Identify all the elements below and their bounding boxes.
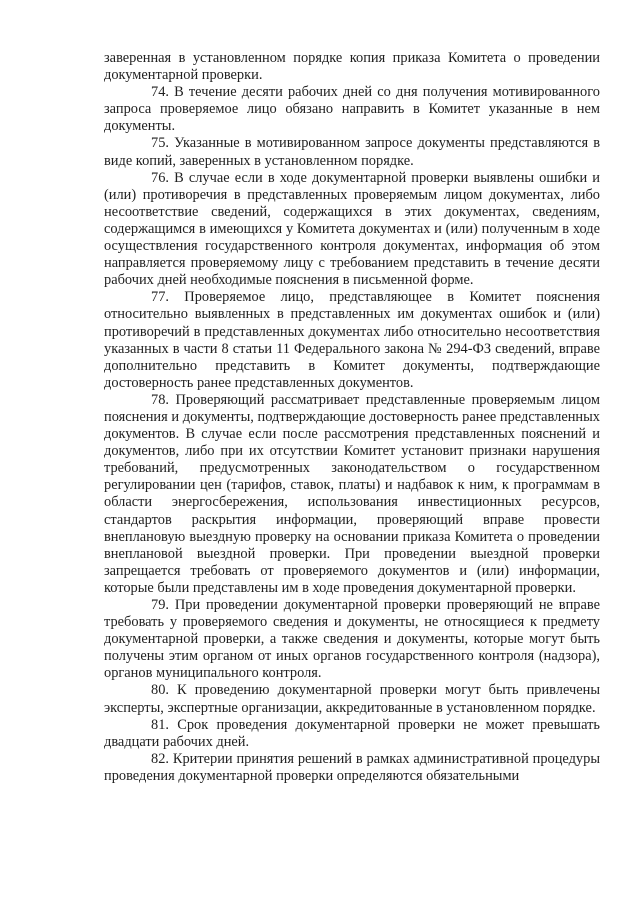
paragraph-77: 77. Проверяемое лицо, представляющее в Комитет пояснения относительно выявленных в представленных им документах ошибок и (или) противоречий в представленных документах либо относительно несоответствия указанных в части 8 статьи 11 Федерального закона № 294-ФЗ сведений, вправе дополнительно представить в Комитет документы, подтверждающие достоверность ранее представленных документов. [104, 289, 600, 391]
paragraph-76: 76. В случае если в ходе документарной проверки выявлены ошибки и (или) противоречия в представленных проверяемым лицом документах, либо несоответствие сведений, содержащихся в этих документах, сведениям, содержащимся в имеющихся у Комитета документах и (или) полученным в ходе осуществления государственного контроля документах, информация об этом направляется проверяемому лицу с требованием представить в течение десяти рабочих дней необходимые пояснения в письменной форме. [104, 169, 600, 289]
paragraph-75: 75. Указанные в мотивированном запросе документы представляются в виде копий, заверенных в установленном порядке. [104, 135, 600, 169]
paragraph-81: 81. Срок проведения документарной проверки не может превышать двадцати рабочих дней. [104, 716, 600, 750]
paragraph-80: 80. К проведению документарной проверки могут быть привлечены эксперты, экспертные организации, аккредитованные в установленном порядке. [104, 682, 600, 716]
document-body [104, 50, 600, 785]
paragraph-79: 79. При проведении документарной проверки проверяющий не вправе требовать у проверяемого сведения и документы, не относящиеся к предмету документарной проверки, а также сведения и документы, которые могут быть получены этим органом от иных органов государственного контроля (надзора), органов муниципального контроля. [104, 597, 600, 682]
paragraph-continuation: заверенная в установленном порядке копия приказа Комитета о проведении документарной проверки. [104, 50, 600, 84]
paragraph-82: 82. Критерии принятия решений в рамках административной процедуры проведения документарной проверки определяются обязательными [104, 750, 600, 784]
paragraph-74: 74. В течение десяти рабочих дней со дня получения мотивированного запроса проверяемое лицо обязано направить в Комитет указанные в нем документы. [104, 84, 600, 135]
paragraph-78: 78. Проверяющий рассматривает представленные проверяемым лицом пояснения и документы, подтверждающие достоверность ранее представленных документов. В случае если после рассмотрения представленных пояснений и документов, либо при их отсутствии Комитет установит признаки нарушения требований, предусмотренных законодательством о государственном регулировании цен (тарифов, ставок, платы) и надбавок к ним, к программам в области энергосбережения, использования инвестиционных ресурсов, стандартов раскрытия информации, проверяющий вправе провести внеплановую выездную проверку на основании приказа Комитета о проведении внеплановой выездной проверки. При проведении выездной проверки запрещается требовать от проверяемого документов и (или) информации, которые были представлены им в ходе проведения документарной проверки. [104, 391, 600, 596]
